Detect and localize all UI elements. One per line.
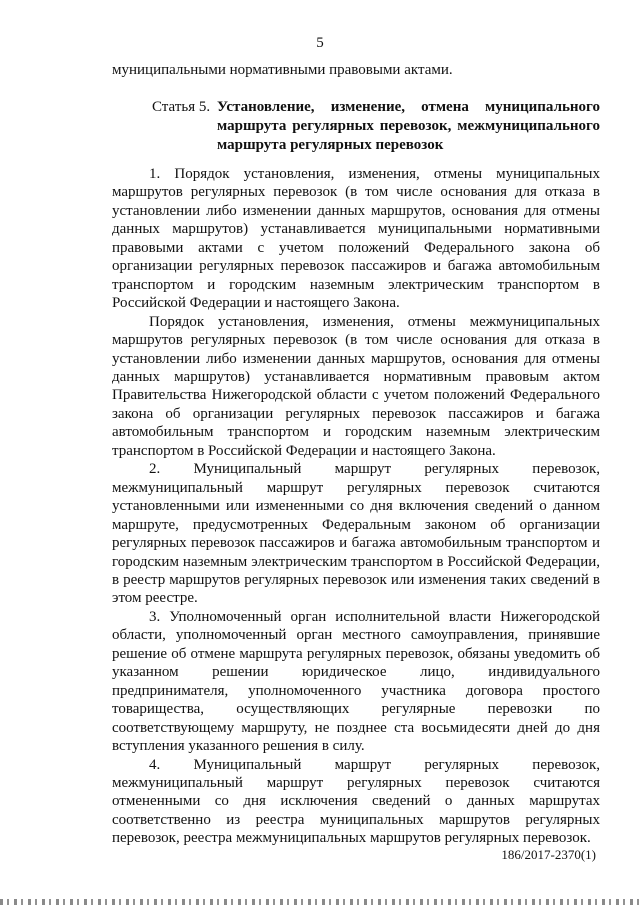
paragraph-3: 3. Уполномоченный орган исполнительной власти Нижегородской области, уполномоченный орган местного самоуправления, принявшие решение об отмене маршрута регулярных перевозок, обязаны уведомить об указанном решении юридическое лицо, индивидуального предпринимателя, уполномоченного участника договора простого товарищества, осуществляющих регулярные перевозки по соответствующему маршруту, не позднее ста восьмидесяти дней до дня вступления указанного решения в силу.: [112, 608, 600, 755]
article-title: Установление, изменение, отмена муниципального маршрута регулярных перевозок, межмуниципального маршрута регулярных перевозок: [217, 99, 600, 153]
paragraph-1-cont: Порядок установления, изменения, отмены межмуниципальных маршрутов регулярных перевозок (в том числе основания для отказа в установлении либо изменении данных маршрутов, основания для отмены данных маршрутов) устанавливается нормативным правовым актом Правительства Нижегородской области с учетом положений Федерального закона об организации регулярных перевозок пассажиров и багажа автомобильным транспортом и городским наземным электрическим транспортом в Российской Федерации и настоящего Закона.: [112, 313, 600, 459]
continued-text: муниципальными нормативными правовыми актами.: [112, 62, 453, 78]
paragraph-4: 4. Муниципальный маршрут регулярных перевозок, межмуниципальный маршрут регулярных перевозок считаются отмененными со дня исключения сведений о данных маршрутах соответственно из реестра муниципальных маршрутов регулярных перевозок, реестра межмуниципальных маршрутов регулярных перевозок.: [112, 756, 600, 847]
article-body: [112, 165, 600, 848]
article-heading: [152, 98, 600, 155]
paragraph-2: 2. Муниципальный маршрут регулярных перевозок, межмуниципальный маршрут регулярных перевозок считаются установленными или измененными со дня включения сведений о данном маршруте, предусмотренных Федеральным законом об организации регулярных перевозок пассажиров и багажа автомобильным транспортом и городским наземным электрическим транспортом в Российской Федерации, в реестр маршрутов регулярных перевозок или изменения таких сведений в этом реестре.: [112, 461, 600, 607]
page-number: 5: [316, 35, 324, 51]
scan-edge-artifact: [0, 899, 640, 905]
document-code: 186/2017-2370(1): [501, 847, 596, 862]
paragraph-1: 1. Порядок установления, изменения, отмены муниципальных маршрутов регулярных перевозок (в том числе основания для отказа в установлении либо изменении данных маршрутов, основания для отмены данных маршрутов) устанавливается муниципальными нормативными правовыми актами с учетом положений Федерального закона об организации регулярных перевозок пассажиров и багажа автомобильным транспортом и городским наземным электрическим транспортом в Российской Федерации и настоящего Закона.: [112, 166, 600, 312]
article-label: Статья 5.: [152, 99, 211, 115]
